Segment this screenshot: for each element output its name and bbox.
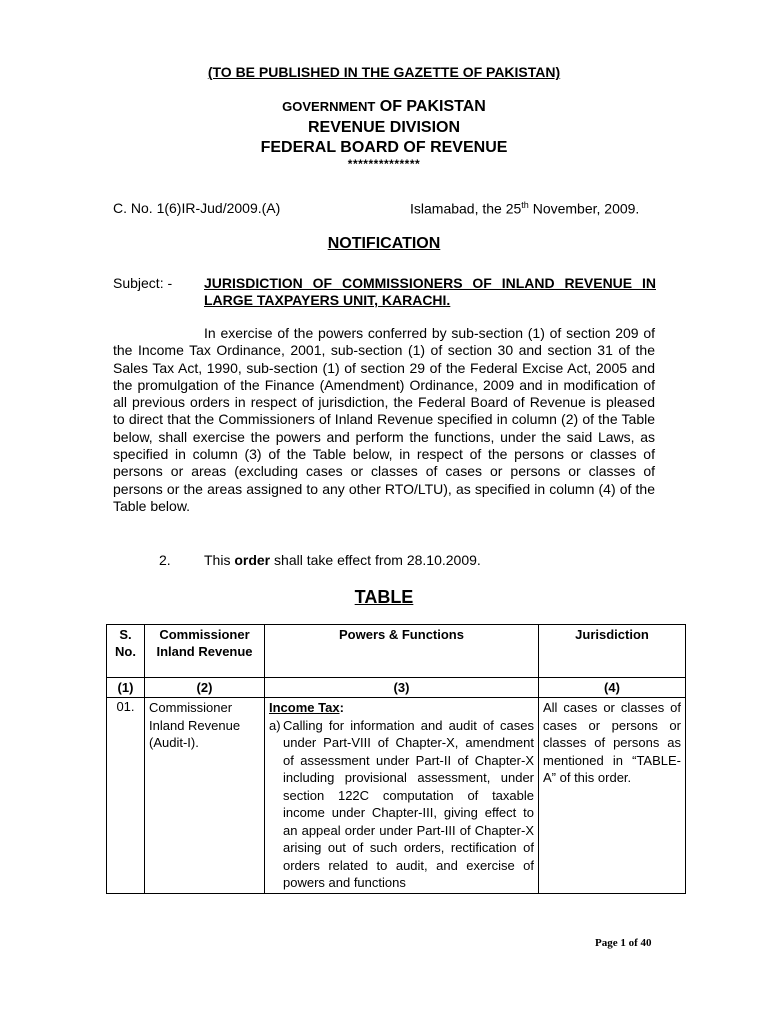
government-line	[0, 98, 768, 116]
row-sno: 01.	[107, 698, 145, 894]
page-number: Page 1 of 40	[595, 937, 652, 949]
para2-after: shall take effect from 28.10.2009.	[270, 552, 481, 568]
body-paragraph-2	[159, 552, 481, 568]
column-number: (3)	[265, 678, 539, 698]
heading-colon: :	[339, 700, 344, 715]
powers-text: Calling for information and audit of cases under Part-VIII of Chapter-X, amendment of assessment under Part-II of Chapter-X including provisional assessment, under section 122C computation of taxable income under Chapter-III, giving effect to an appeal order under Part-III of Chapter-X arising out of such orders, rectification of orders related to audit, and exercise of powers and functions	[283, 717, 534, 890]
gazette-note: (TO BE PUBLISHED IN THE GAZETTE OF PAKISTAN)	[207, 64, 561, 80]
body-paragraph-1: In exercise of the powers conferred by sub-section (1) of section 209 of the Income Tax Ordinance, 2001, sub-section (1) of section 30 and section 31 of the Sales Tax Act, 1990, sub-section (1) of section 29 of the Federal Excise Act, 2005 and the promulgation of the Finance (Amendment) Ordinance, 2009 and in modification of all previous orders in respect of jurisdiction, the Federal Board of Revenue is pleased to direct that the Commissioners of Inland Revenue specified in column (2) of the Table below, shall exercise the powers and perform the functions, under the said Laws, as specified in column (3) of the Table below, in respect of the persons or classes of persons or areas (excluding cases or classes of cases or persons or classes of persons or the areas assigned to any other RTO/LTU), as specified in column (4) of the Table below.	[113, 325, 655, 514]
powers-item	[269, 717, 534, 892]
header-commissioner: Commissioner Inland Revenue	[145, 625, 265, 678]
government-suffix: OF PAKISTAN	[379, 98, 486, 115]
date-prefix: Islamabad, the 25	[410, 200, 522, 217]
issue-date	[410, 200, 639, 217]
item-marker: a)	[269, 717, 281, 733]
reference-number: C. No. 1(6)IR-Jud/2009.(A)	[113, 200, 281, 216]
paragraph-2-text	[204, 552, 481, 568]
para2-before: This	[204, 552, 235, 568]
jurisdiction-table	[106, 624, 686, 894]
row-jurisdiction: All cases or classes of cases or persons or classes of persons as mentioned in “TABLE-A” of this order.	[539, 698, 686, 894]
header-stars: **************	[347, 157, 421, 171]
header-sno: S. No.	[107, 625, 145, 678]
table-column-number-row	[107, 678, 686, 698]
paragraph-number: 2.	[159, 552, 171, 568]
column-number: (4)	[539, 678, 686, 698]
para2-bold: order	[234, 552, 271, 568]
date-superscript: th	[521, 200, 529, 210]
header-powers: Powers & Functions	[265, 625, 539, 678]
table-row	[107, 698, 686, 894]
column-number: (1)	[107, 678, 145, 698]
table-title: TABLE	[354, 587, 414, 607]
subject-label: Subject: -	[113, 275, 173, 291]
subject-text: JURISDICTION OF COMMISSIONERS OF INLAND REVENUE IN LARGE TAXPAYERS UNIT, KARACHI.	[204, 275, 656, 308]
federal-board-of-revenue: FEDERAL BOARD OF REVENUE	[260, 139, 508, 156]
table-header-row	[107, 625, 686, 678]
row-commissioner: Commissioner Inland Revenue (Audit-I).	[145, 698, 265, 894]
income-tax-heading: Income Tax	[269, 700, 340, 715]
revenue-division: REVENUE DIVISION	[307, 119, 461, 136]
date-suffix: November, 2009.	[528, 200, 640, 217]
notification-title: NOTIFICATION	[327, 235, 441, 252]
government-prefix: GOVERNMENT	[282, 99, 376, 114]
column-number: (2)	[145, 678, 265, 698]
row-powers	[265, 698, 539, 894]
header-jurisdiction: Jurisdiction	[539, 625, 686, 678]
